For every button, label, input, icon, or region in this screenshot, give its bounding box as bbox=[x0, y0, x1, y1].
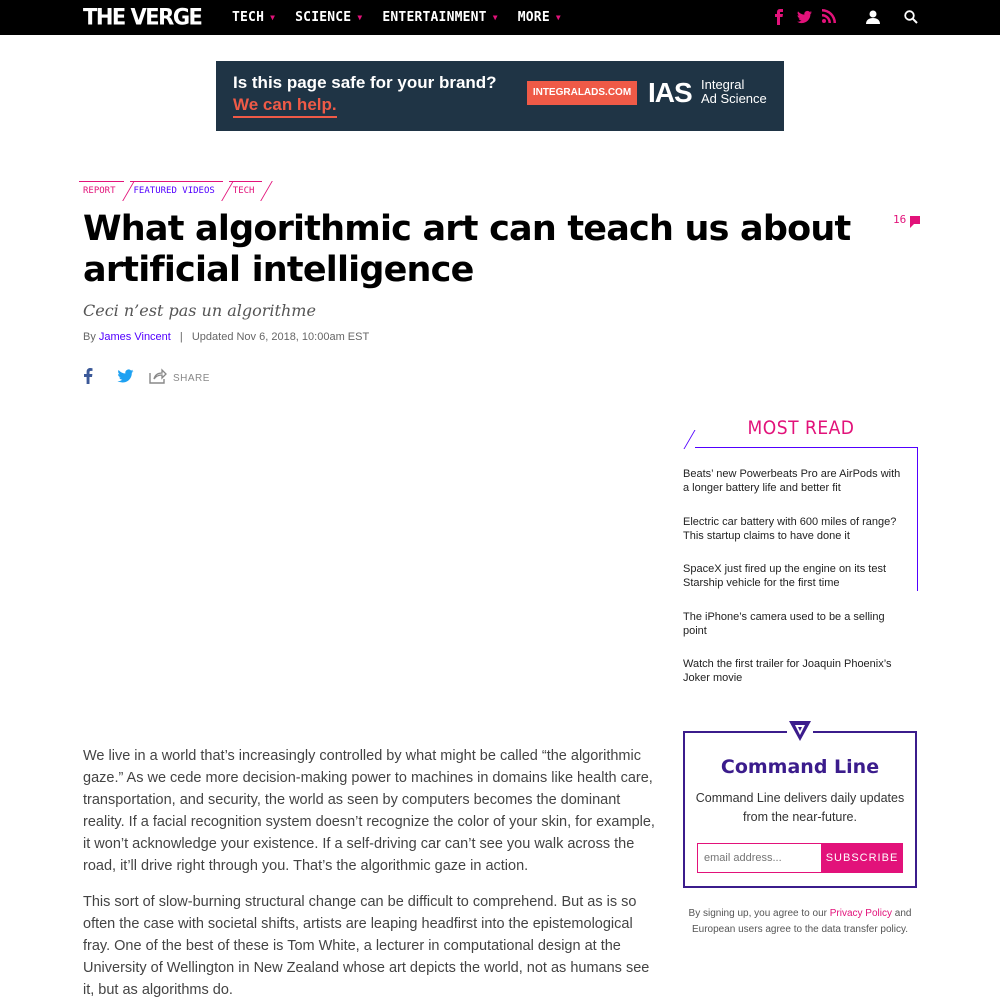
most-read-item[interactable]: Electric car battery with 600 miles of range? This startup claims to have done it bbox=[683, 515, 897, 542]
legal-suffix: and European users agree to the data transfer policy. bbox=[691, 908, 912, 935]
tag-tech[interactable]: TECH bbox=[229, 181, 263, 199]
most-read-item[interactable]: Beats’ new Powerbeats Pro are AirPods with a longer battery life and better fit bbox=[683, 468, 901, 494]
article-tags bbox=[79, 181, 268, 199]
share-label[interactable]: SHARE bbox=[173, 373, 210, 384]
caret-down-icon: ▼ bbox=[492, 13, 498, 22]
byline bbox=[83, 331, 369, 343]
comment-bubble-icon bbox=[910, 216, 920, 224]
twitter-icon[interactable] bbox=[797, 9, 811, 25]
top-nav-bar bbox=[0, 0, 1000, 35]
tag-report[interactable]: REPORT bbox=[79, 181, 124, 199]
share-arrow-icon[interactable] bbox=[149, 368, 167, 389]
search-icon[interactable] bbox=[904, 10, 918, 29]
newsletter-title: Command Line bbox=[720, 756, 880, 778]
site-logo[interactable]: THE VERGE bbox=[83, 4, 202, 30]
nav-entertainment-label: ENTERTAINMENT bbox=[382, 10, 487, 25]
comment-count: 16 bbox=[893, 213, 907, 226]
most-read-border bbox=[917, 447, 918, 591]
user-icon[interactable] bbox=[866, 10, 880, 29]
facebook-icon[interactable] bbox=[772, 9, 786, 25]
ad-brand-line1: Integral bbox=[701, 77, 745, 92]
article-paragraph-2: This sort of slow-burning structural change can be difficult to comprehend. But as is so often the case with societal shifts, artists are leaping headfirst into the epistemological fray. One of the best of these is Tom White, a lecturer in computational design at the University of Wellington in New Zealand whose art depicts the world, not as humans see it, but as algorithms do. bbox=[83, 894, 650, 998]
article-title: What algorithmic art can teach us about artificial intelligence bbox=[83, 209, 851, 290]
nav-tech[interactable] bbox=[232, 10, 275, 25]
nav-tech-label: TECH bbox=[232, 10, 265, 25]
most-read-header bbox=[684, 416, 918, 448]
nav-science[interactable] bbox=[295, 10, 362, 25]
byline-prefix: By bbox=[83, 331, 96, 343]
nav-entertainment[interactable] bbox=[382, 10, 497, 25]
verge-logo-icon bbox=[787, 718, 813, 744]
tag-featured-videos[interactable]: FEATURED VIDEOS bbox=[130, 181, 223, 199]
byline-separator: | bbox=[179, 331, 183, 343]
newsletter-description: Command Line delivers daily updates from the near-future. bbox=[695, 791, 905, 824]
most-read-list bbox=[683, 467, 909, 705]
ad-cta-button[interactable]: INTEGRALADS.COM bbox=[527, 81, 637, 105]
ad-brand-mark: IAS bbox=[648, 77, 692, 108]
ad-question: Is this page safe for your brand? bbox=[233, 73, 497, 92]
most-read-divider bbox=[695, 447, 918, 448]
updated-timestamp: Updated Nov 6, 2018, 10:00am EST bbox=[191, 331, 370, 343]
nav-more-label: MORE bbox=[517, 10, 550, 25]
most-read-item[interactable]: SpaceX just fired up the engine on its test Starship vehicle for the first time bbox=[683, 563, 887, 589]
email-field[interactable] bbox=[697, 843, 821, 873]
facebook-share-icon[interactable] bbox=[83, 368, 117, 389]
caret-down-icon: ▼ bbox=[555, 13, 561, 22]
social-links bbox=[772, 9, 847, 25]
most-read-item[interactable]: The iPhone’s camera used to be a selling point bbox=[683, 610, 885, 637]
caret-down-icon: ▼ bbox=[357, 13, 363, 22]
comment-count-link[interactable] bbox=[893, 213, 920, 226]
share-bar bbox=[83, 368, 210, 389]
ad-headline: We can help. bbox=[233, 95, 337, 118]
author-link[interactable]: James Vincent bbox=[98, 331, 171, 343]
nav-science-label: SCIENCE bbox=[295, 10, 352, 25]
rss-icon[interactable] bbox=[822, 9, 836, 25]
nav-more[interactable] bbox=[518, 10, 561, 25]
ad-brand-name bbox=[701, 78, 767, 106]
ad-banner[interactable] bbox=[216, 61, 784, 131]
privacy-policy-link[interactable]: Privacy Policy bbox=[829, 908, 892, 919]
most-read-item[interactable]: Watch the first trailer for Joaquin Phoenix’s Joker movie bbox=[683, 658, 892, 684]
article-paragraph-1: We live in a world that’s increasingly controlled by what might be called “the algorithmic gaze.” As we cede more decision-making power to machines in domains like health care, transportation, and security, the world as seen by computers becomes the dominant reality. If a facial recognition system doesn’t recognize the color of your skin, for example, it won’t acknowledge your existence. If a self-driving car can’t see you walk across the road, it’ll drive right through you. That’s the algorithmic gaze in action. bbox=[83, 748, 655, 874]
legal-prefix: By signing up, you agree to our bbox=[688, 908, 827, 919]
twitter-share-icon[interactable] bbox=[117, 369, 149, 388]
caret-down-icon: ▼ bbox=[270, 13, 276, 22]
ad-brand-line2: Ad Science bbox=[701, 91, 767, 106]
most-read-title: MOST READ bbox=[747, 417, 855, 439]
subscribe-button[interactable]: SUBSCRIBE bbox=[821, 843, 903, 873]
main-nav bbox=[232, 0, 581, 35]
article-dek: Ceci n’est pas un algorithme bbox=[83, 301, 316, 320]
newsletter-legal bbox=[683, 906, 917, 937]
